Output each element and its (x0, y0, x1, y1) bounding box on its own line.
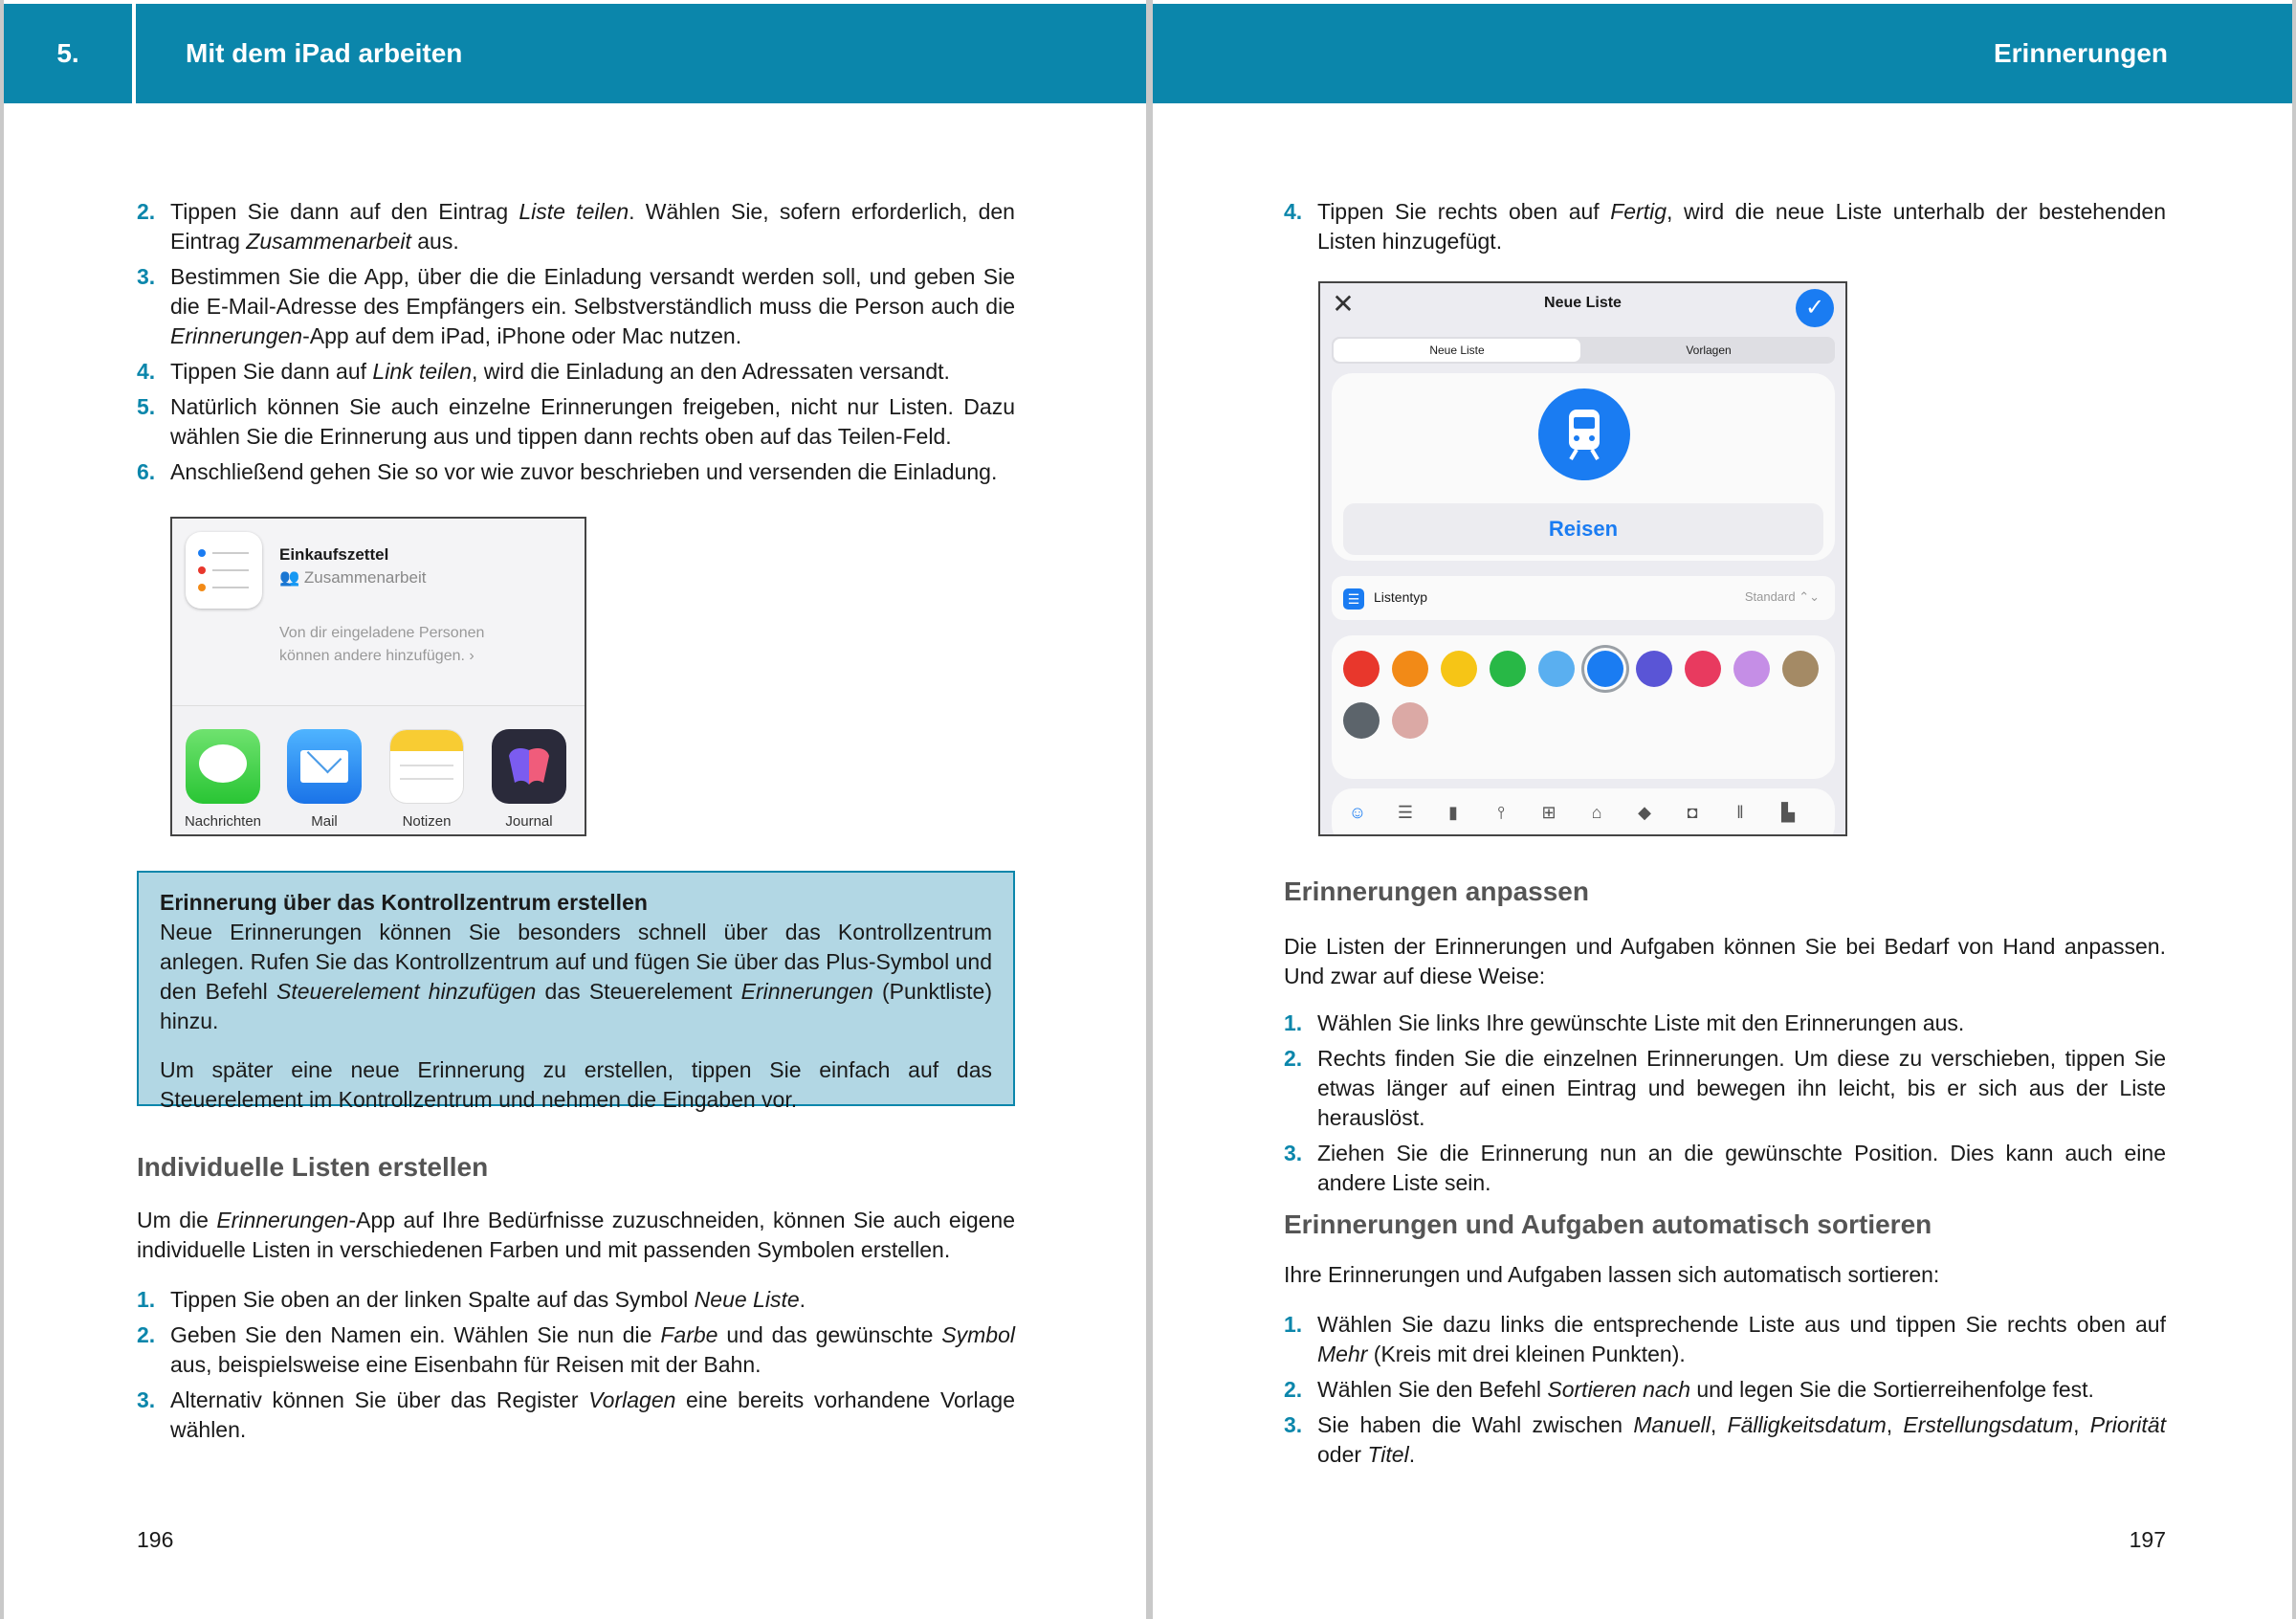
listtype-icon: ☰ (1343, 588, 1364, 610)
page-number-left: 196 (137, 1527, 174, 1552)
step-number: 4. (1284, 199, 1303, 224)
smiley-icon[interactable]: ☺ (1348, 803, 1367, 822)
list-item (1284, 197, 2166, 256)
close-icon[interactable]: ✕ (1332, 289, 1355, 319)
mail-icon (287, 729, 362, 804)
step-list-finish (1284, 197, 2166, 262)
listtype-value[interactable]: Standard ⌃⌄ (1744, 589, 1820, 604)
list-icon (186, 532, 262, 609)
tab-new-list[interactable]: Neue Liste (1334, 339, 1580, 362)
section-heading-adjust: Erinnerungen anpassen (1284, 876, 1589, 906)
page-number-right: 197 (2129, 1527, 2166, 1552)
tab-templates[interactable]: Vorlagen (1686, 344, 1732, 357)
gift-icon[interactable]: ⊞ (1541, 803, 1556, 822)
step-number: 1. (1284, 1010, 1303, 1035)
share-header (172, 519, 585, 706)
backpack-icon[interactable]: ◘ (1687, 803, 1698, 822)
list-item (137, 357, 1015, 387)
list-item (1284, 1139, 2166, 1198)
list-item (1284, 1009, 2166, 1038)
app-mail[interactable]: Mail (281, 729, 367, 830)
section-intro-adjust: Die Listen der Erinnerungen und Aufgaben können Sie bei Bedarf von Hand anpassen. Und zwar auf diese Weise: (1284, 934, 2166, 988)
listtype-row[interactable] (1332, 576, 1835, 620)
journal-icon (492, 729, 566, 804)
step-text: Sie haben die Wahl zwischen Manuell, Fälligkeitsdatum, Erstellungsdatum, Priorität oder Titel. (1317, 1412, 2166, 1467)
right-page (1153, 0, 2292, 1619)
step-text: Tippen Sie rechts oben auf Fertig, wird die neue Liste unterhalb der bestehenden Listen hinzugefügt. (1317, 199, 2166, 254)
section-heading-sort: Erinnerungen und Aufgaben automatisch sortieren (1284, 1209, 1932, 1239)
list-item (137, 457, 1015, 487)
shared-list-name: Einkaufszettel (279, 545, 389, 564)
color-swatch[interactable] (1538, 651, 1575, 687)
train-icon (1538, 388, 1630, 480)
step-number: 6. (137, 459, 156, 484)
list-item (1284, 1310, 2166, 1369)
step-text: Tippen Sie dann auf den Eintrag Liste teilen. Wählen Sie, sofern erforderlich, den Eintrag Zusammenarbeit aus. (170, 199, 1015, 254)
list-item (137, 262, 1015, 351)
document-icon[interactable]: ▙ (1781, 803, 1795, 822)
step-text: Wählen Sie dazu links die entsprechende Liste aus und tippen Sie rechts oben auf Mehr (Kreis mit drei kleinen Punkten). (1317, 1312, 2166, 1366)
list-item (1284, 1044, 2166, 1133)
step-text: Wählen Sie den Befehl Sortieren nach und legen Sie die Sortierreihenfolge fest. (1317, 1377, 2094, 1402)
color-swatch[interactable] (1636, 651, 1672, 687)
people-icon: 👥 (279, 568, 304, 587)
step-number: 2. (137, 199, 156, 224)
list-item (137, 1320, 1015, 1380)
list-item (137, 1285, 1015, 1315)
step-number: 2. (1284, 1046, 1303, 1071)
notes-icon (389, 729, 464, 804)
step-list-bottom (137, 1285, 1015, 1451)
symbol-row (1332, 788, 1835, 836)
step-number: 1. (137, 1287, 156, 1312)
color-swatch[interactable] (1490, 651, 1526, 687)
color-swatch[interactable] (1782, 651, 1819, 687)
share-sheet-screenshot (170, 517, 586, 836)
step-text: Natürlich können Sie auch einzelne Erinnerungen freigeben, nicht nur Listen. Dazu wählen Sie die Erinnerung aus und tippen dann rechts oben auf das Teilen-Feld. (170, 394, 1015, 449)
color-swatch[interactable] (1343, 702, 1380, 739)
step-number: 5. (137, 394, 156, 419)
color-swatch[interactable] (1392, 702, 1428, 739)
step-number: 1. (1284, 1312, 1303, 1337)
list-name-input[interactable]: Reisen (1343, 503, 1823, 555)
bookmark-icon[interactable]: ▮ (1448, 803, 1458, 822)
step-number: 4. (137, 359, 156, 384)
step-list-top (137, 197, 1015, 493)
collaboration-label[interactable]: 👥 Zusammenarbeit (279, 568, 427, 587)
step-number: 3. (1284, 1412, 1303, 1437)
step-list-adjust (1284, 1009, 2166, 1204)
step-number: 2. (137, 1322, 156, 1347)
step-text: Ziehen Sie die Erinnerung nun an die gewünschte Position. Dies kann auch eine andere Liste sein. (1317, 1141, 2166, 1195)
tip-paragraph-2: Um später eine neue Erinnerung zu erstellen, tippen Sie einfach auf das Steuerelement im Kontrollzentrum und nehmen die Eingaben vor. (160, 1057, 992, 1112)
listtype-label: Listentyp (1374, 589, 1428, 605)
chapter-number: 5. (4, 4, 136, 103)
dialog-titlebar (1320, 283, 1845, 327)
list-item (1284, 1375, 2166, 1405)
graduation-cap-icon[interactable]: ◆ (1638, 803, 1651, 822)
app-notes[interactable]: Notizen (384, 729, 470, 830)
color-swatch[interactable] (1733, 651, 1770, 687)
chapter-title: Mit dem iPad arbeiten (186, 38, 463, 68)
list-name-section (1332, 373, 1835, 561)
section-header (1153, 4, 2292, 103)
ruler-icon[interactable]: ‖ (1736, 803, 1744, 822)
chapter-header (4, 4, 1146, 103)
color-swatch[interactable] (1441, 651, 1477, 687)
section-intro-lists: Um die Erinnerungen-App auf Ihre Bedürfnisse zuzuschneiden, können Sie auch eigene individuelle Listen in verschiedenen Farben und mit passenden Symbolen erstellen. (137, 1208, 1015, 1262)
list-item (1284, 1410, 2166, 1470)
tip-paragraph-1: Neue Erinnerungen können Sie besonders schnell über das Kontrollzentrum anlegen. Rufen Sie das Kontrollzentrum auf und fügen Sie über das Plus-Symbol und den Befehl Steuerelement hinzufügen das Steuerelement Erinnerungen (Punktliste) hinzu. (160, 920, 992, 1033)
color-swatch[interactable] (1685, 651, 1721, 687)
step-text: Alternativ können Sie über das Register Vorlagen eine bereits vorhandene Vorlage wählen. (170, 1387, 1015, 1442)
app-journal[interactable]: Journal (486, 729, 572, 830)
step-text: Tippen Sie oben an der linken Spalte auf das Symbol Neue Liste. (170, 1287, 806, 1312)
list-bullets-icon[interactable]: ☰ (1397, 803, 1414, 822)
step-number: 2. (1284, 1377, 1303, 1402)
step-text: Bestimmen Sie die App, über die die Einladung versandt werden soll, und geben Sie die E-Mail-Adresse des Empfängers ein. Selbstverständlich muss die Person auch die Erinnerungen-App auf dem iPad, iPhone oder Mac nutzen. (170, 264, 1015, 348)
share-app-row (172, 720, 585, 834)
step-number: 3. (137, 1387, 156, 1412)
step-text: Anschließend gehen Sie so vor wie zuvor beschrieben und versenden die Einladung. (170, 459, 998, 484)
tip-title: Erinnerung über das Kontrollzentrum erstellen (160, 890, 648, 915)
step-number: 3. (137, 264, 156, 289)
pin-icon[interactable]: ⫯ (1497, 803, 1505, 822)
invite-note[interactable]: Von dir eingeladene Personen können andere hinzufügen. › (279, 625, 485, 664)
messages-icon (186, 729, 260, 804)
section-heading-lists: Individuelle Listen erstellen (137, 1152, 489, 1182)
new-list-screenshot (1318, 281, 1847, 836)
color-swatch[interactable] (1587, 651, 1623, 687)
list-item (137, 197, 1015, 256)
tip-box (137, 871, 1015, 1112)
step-number: 3. (1284, 1141, 1303, 1165)
list-item (137, 1386, 1015, 1445)
step-list-sort (1284, 1310, 2166, 1475)
section-intro-sort: Ihre Erinnerungen und Aufgaben lassen sich automatisch sortieren: (1284, 1262, 1940, 1287)
step-text: Rechts finden Sie die einzelnen Erinnerungen. Um diese zu verschieben, tippen Sie etwas länger auf einen Eintrag und bewegen ihn leicht, bis er sich aus der Liste herauslöst. (1317, 1046, 2166, 1130)
step-text: Tippen Sie dann auf Link teilen, wird die Einladung an den Adressaten versandt. (170, 359, 950, 384)
list-item (137, 392, 1015, 452)
step-text: Wählen Sie links Ihre gewünschte Liste mit den Erinnerungen aus. (1317, 1010, 1965, 1035)
done-check-button[interactable]: ✓ (1796, 289, 1834, 327)
cake-icon[interactable]: ⌂ (1591, 803, 1602, 822)
running-title: Erinnerungen (1993, 38, 2168, 68)
app-messages[interactable]: Nachrichten (180, 729, 266, 830)
step-text: Geben Sie den Namen ein. Wählen Sie nun die Farbe und das gewünschte Symbol aus, beispielsweise eine Eisenbahn für Reisen mit der Bahn. (170, 1322, 1015, 1377)
color-swatch[interactable] (1343, 651, 1380, 687)
dialog-title: Neue Liste (1544, 295, 1622, 311)
color-picker (1332, 635, 1835, 779)
color-swatch[interactable] (1392, 651, 1428, 687)
left-page (4, 0, 1146, 1619)
segment-control (1332, 337, 1835, 364)
